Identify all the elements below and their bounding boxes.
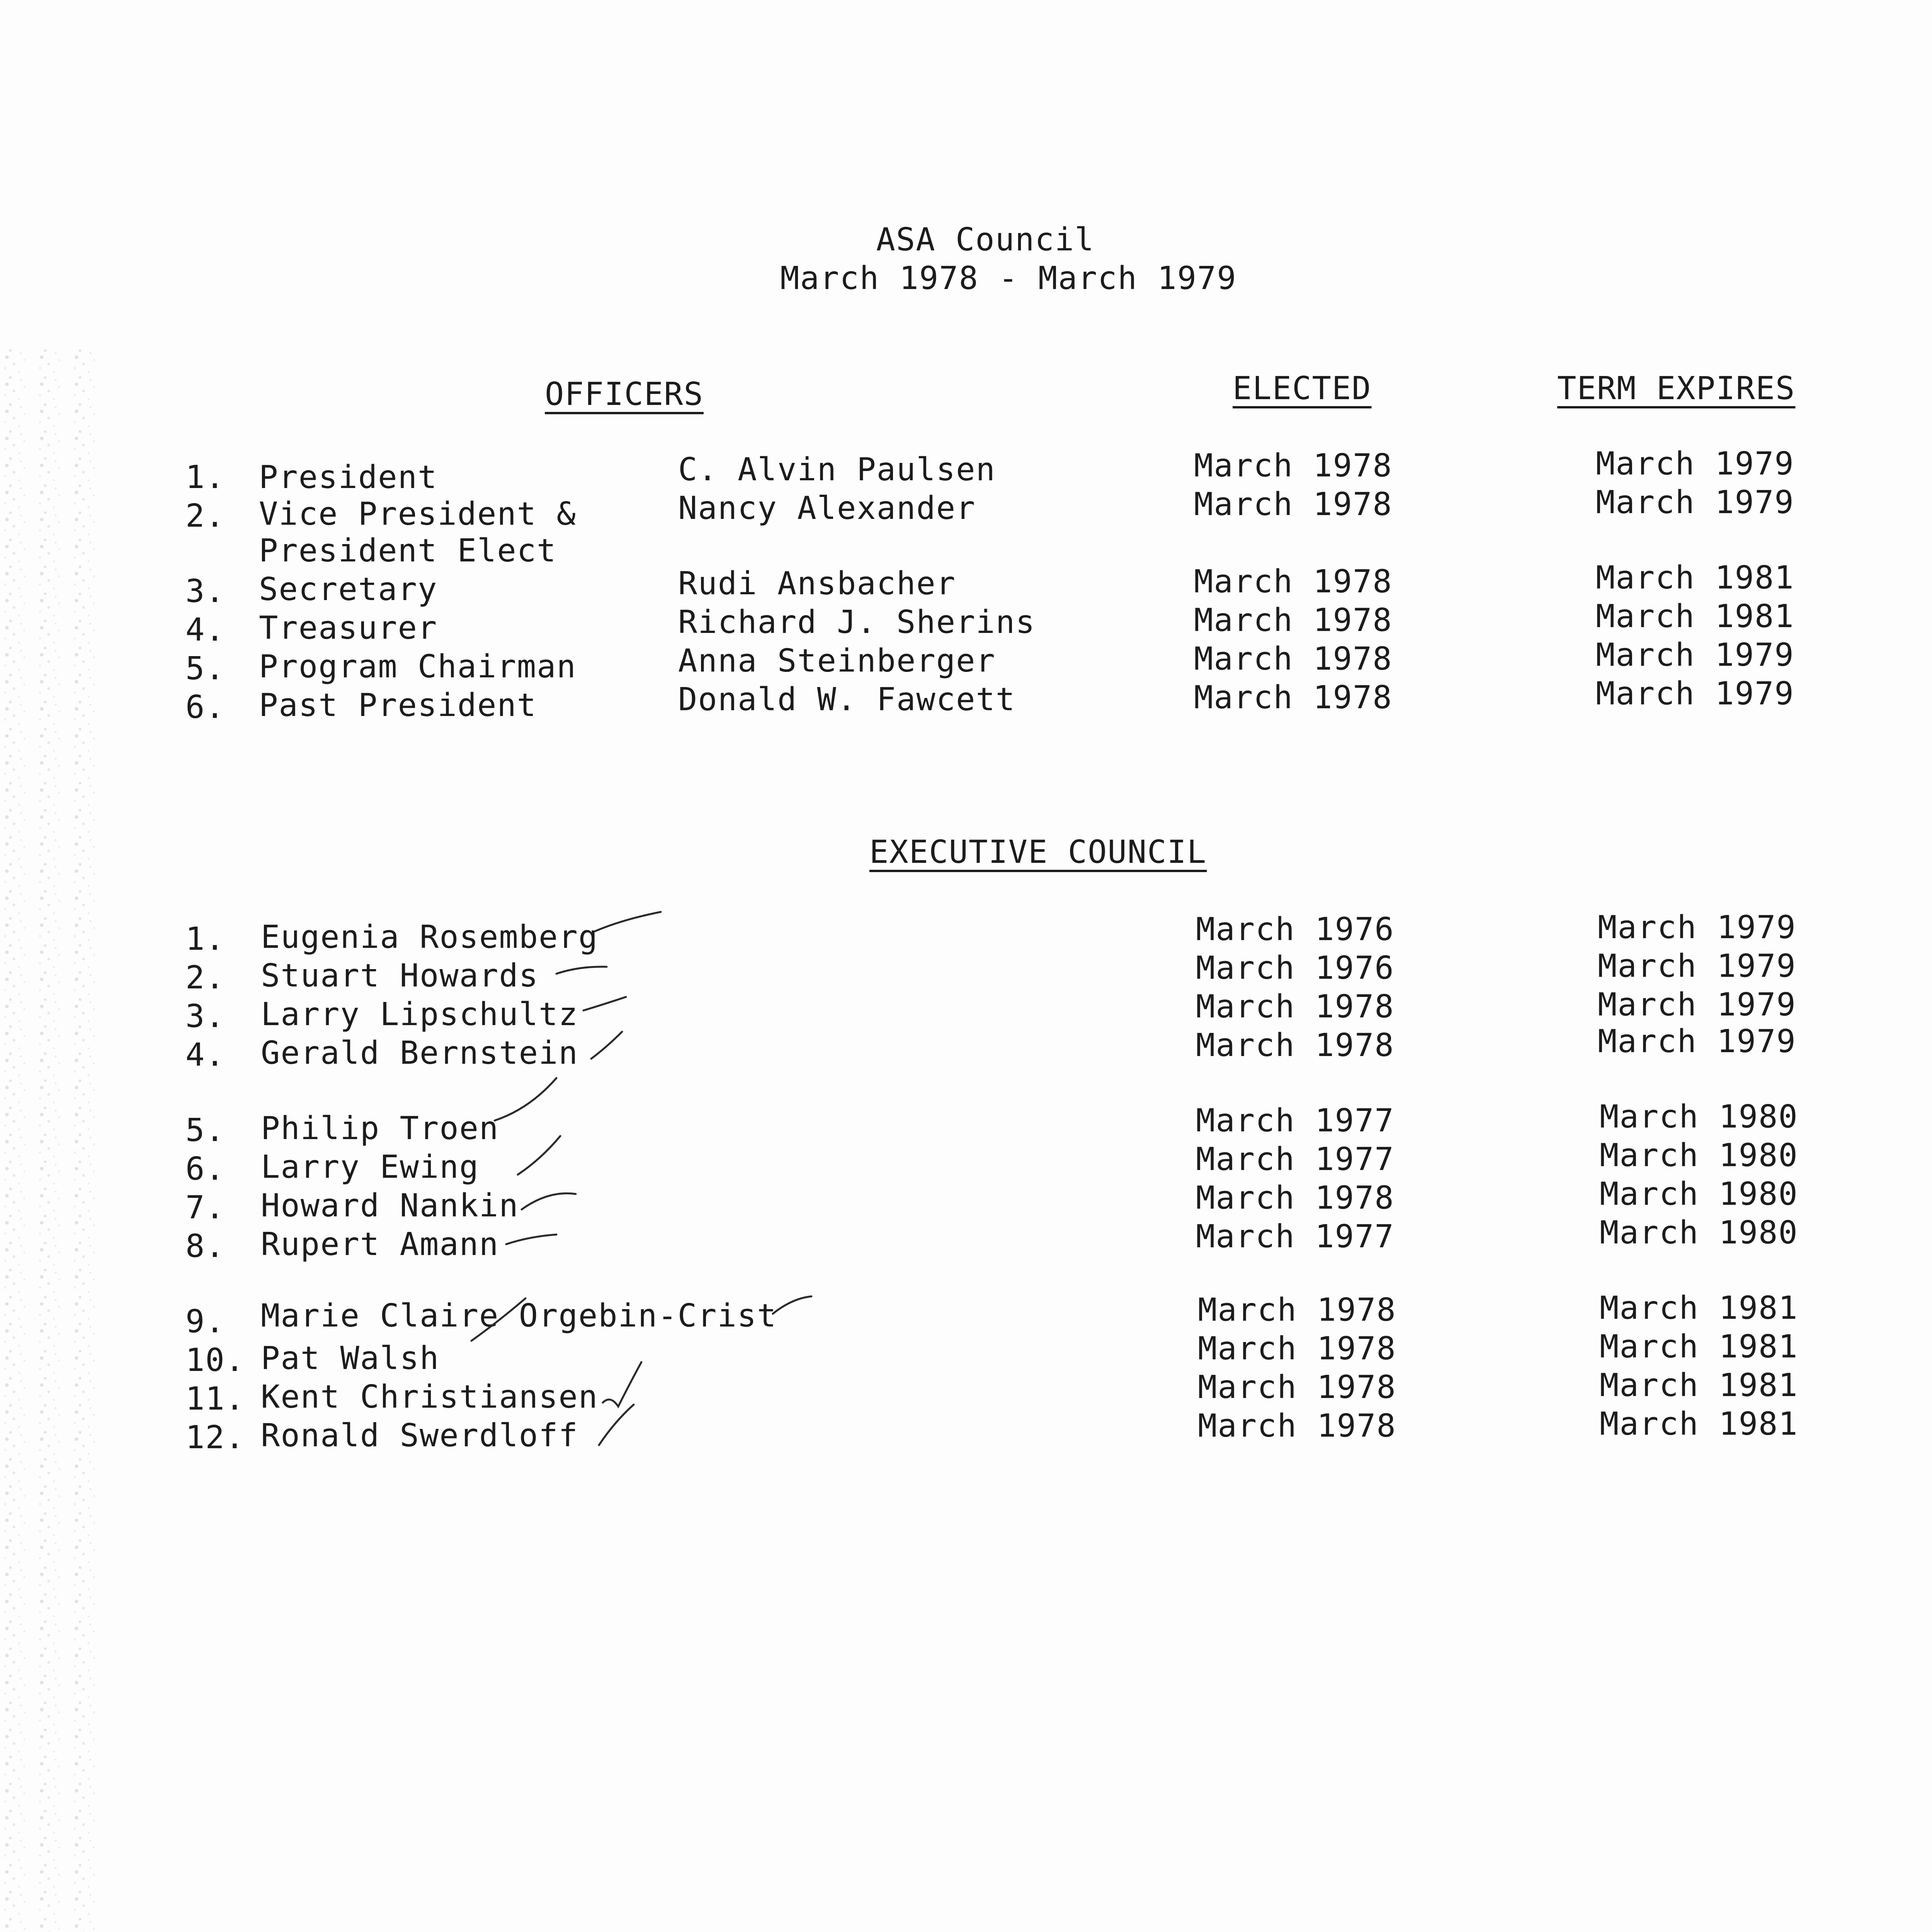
officer-number: 3. bbox=[185, 573, 225, 610]
council-elected: March 1978 bbox=[1198, 1369, 1396, 1406]
officer-role: President bbox=[259, 459, 438, 496]
council-expires: March 1980 bbox=[1600, 1137, 1798, 1174]
council-elected: March 1978 bbox=[1196, 1180, 1395, 1216]
council-expires: March 1980 bbox=[1600, 1214, 1798, 1251]
council-name: Eugenia Rosemberg bbox=[261, 919, 599, 956]
scan-speckle bbox=[0, 348, 100, 1932]
officer-expires: March 1979 bbox=[1596, 446, 1794, 482]
council-number: 11. bbox=[185, 1381, 245, 1417]
council-expires: March 1979 bbox=[1598, 1023, 1796, 1060]
council-elected: March 1977 bbox=[1196, 1218, 1395, 1255]
council-expires: March 1979 bbox=[1598, 948, 1796, 985]
council-elected: March 1977 bbox=[1196, 1102, 1395, 1139]
officer-number: 6. bbox=[185, 689, 225, 726]
council-name: Rupert Amann bbox=[261, 1226, 499, 1263]
council-number: 7. bbox=[185, 1189, 225, 1226]
council-name: Gerald Bernstein bbox=[261, 1035, 578, 1071]
officer-expires: March 1981 bbox=[1596, 560, 1794, 596]
officer-name: Richard J. Sherins bbox=[678, 604, 1036, 641]
council-name: Larry Lipschultz bbox=[261, 996, 578, 1033]
handwritten-check-mark bbox=[591, 904, 668, 943]
officer-number: 5. bbox=[185, 650, 225, 687]
council-number: 12. bbox=[185, 1419, 245, 1456]
council-elected: March 1978 bbox=[1198, 1408, 1396, 1444]
council-elected: March 1978 bbox=[1196, 1027, 1395, 1064]
council-number: 4. bbox=[185, 1037, 225, 1073]
handwritten-check-mark bbox=[468, 1287, 537, 1349]
council-expires: March 1981 bbox=[1600, 1328, 1798, 1365]
officer-role: Treasurer bbox=[259, 610, 438, 646]
handwritten-check-mark bbox=[518, 1182, 583, 1217]
handwritten-check-mark bbox=[491, 1074, 568, 1132]
officer-elected: March 1978 bbox=[1194, 679, 1393, 716]
council-number: 2. bbox=[185, 959, 225, 996]
officer-number: 2. bbox=[185, 498, 225, 534]
council-elected: March 1978 bbox=[1198, 1330, 1396, 1367]
council-name: Ronald Swerdloff bbox=[261, 1417, 578, 1454]
council-elected: March 1978 bbox=[1198, 1292, 1396, 1328]
handwritten-check-mark bbox=[587, 1024, 634, 1066]
officer-name: Anna Steinberger bbox=[678, 643, 996, 679]
officer-elected: March 1978 bbox=[1194, 563, 1393, 600]
council-expires: March 1981 bbox=[1600, 1367, 1798, 1404]
council-number: 10. bbox=[185, 1342, 245, 1379]
council-number: 6. bbox=[185, 1151, 225, 1187]
elected-heading: ELECTED bbox=[1233, 370, 1372, 407]
handwritten-check-mark bbox=[553, 958, 614, 981]
officer-elected: March 1978 bbox=[1194, 486, 1393, 523]
officer-role: Vice President & bbox=[259, 496, 577, 532]
officer-role-continued: President Elect bbox=[259, 532, 557, 569]
council-number: 3. bbox=[185, 998, 225, 1035]
officer-number: 4. bbox=[185, 612, 225, 648]
council-name: Larry Ewing bbox=[261, 1149, 480, 1185]
term-expires-heading: TERM EXPIRES bbox=[1557, 370, 1796, 407]
council-name: Marie Claire Orgebin-Crist bbox=[261, 1298, 777, 1334]
council-name: Howard Nankin bbox=[261, 1187, 519, 1224]
council-expires: March 1980 bbox=[1600, 1099, 1798, 1135]
officer-expires: March 1981 bbox=[1596, 598, 1794, 635]
handwritten-check-mark bbox=[595, 1399, 641, 1453]
council-elected: March 1978 bbox=[1196, 988, 1395, 1025]
officer-name: Nancy Alexander bbox=[678, 490, 976, 527]
handwritten-check-mark bbox=[580, 993, 641, 1020]
officer-number: 1. bbox=[185, 459, 225, 496]
officer-expires: March 1979 bbox=[1596, 675, 1794, 712]
council-name: Philip Troen bbox=[261, 1110, 499, 1147]
council-number: 8. bbox=[185, 1228, 225, 1265]
document-subtitle: March 1978 - March 1979 bbox=[780, 260, 1237, 297]
officer-role: Secretary bbox=[259, 571, 438, 608]
council-elected: March 1976 bbox=[1196, 911, 1395, 948]
council-name: Pat Walsh bbox=[261, 1340, 440, 1377]
officer-name: C. Alvin Paulsen bbox=[678, 451, 996, 488]
officer-role: Program Chairman bbox=[259, 648, 577, 685]
council-name: Stuart Howards bbox=[261, 957, 539, 994]
officer-role: Past President bbox=[259, 687, 537, 724]
officer-elected: March 1978 bbox=[1194, 641, 1393, 677]
officer-name: Rudi Ansbacher bbox=[678, 565, 956, 602]
officer-elected: March 1978 bbox=[1194, 602, 1393, 639]
handwritten-check-mark bbox=[514, 1128, 576, 1182]
council-expires: March 1981 bbox=[1600, 1406, 1798, 1442]
officers-heading: OFFICERS bbox=[545, 376, 704, 413]
council-expires: March 1979 bbox=[1598, 986, 1796, 1023]
council-elected: March 1977 bbox=[1196, 1141, 1395, 1178]
council-number: 9. bbox=[185, 1303, 225, 1340]
handwritten-check-mark bbox=[502, 1221, 564, 1252]
executive-council-heading: EXECUTIVE COUNCIL bbox=[869, 834, 1207, 871]
council-expires: March 1980 bbox=[1600, 1176, 1798, 1213]
council-number: 5. bbox=[185, 1112, 225, 1149]
handwritten-check-mark bbox=[769, 1291, 819, 1321]
officer-elected: March 1978 bbox=[1194, 447, 1393, 484]
document-title: ASA Council bbox=[876, 221, 1095, 258]
council-expires: March 1981 bbox=[1600, 1290, 1798, 1327]
council-name: Kent Christiansen bbox=[261, 1379, 599, 1415]
officer-expires: March 1979 bbox=[1596, 637, 1794, 673]
council-expires: March 1979 bbox=[1598, 909, 1796, 946]
officer-expires: March 1979 bbox=[1596, 484, 1794, 521]
council-elected: March 1976 bbox=[1196, 950, 1395, 986]
officer-name: Donald W. Fawcett bbox=[678, 681, 1016, 718]
council-number: 1. bbox=[185, 921, 225, 957]
